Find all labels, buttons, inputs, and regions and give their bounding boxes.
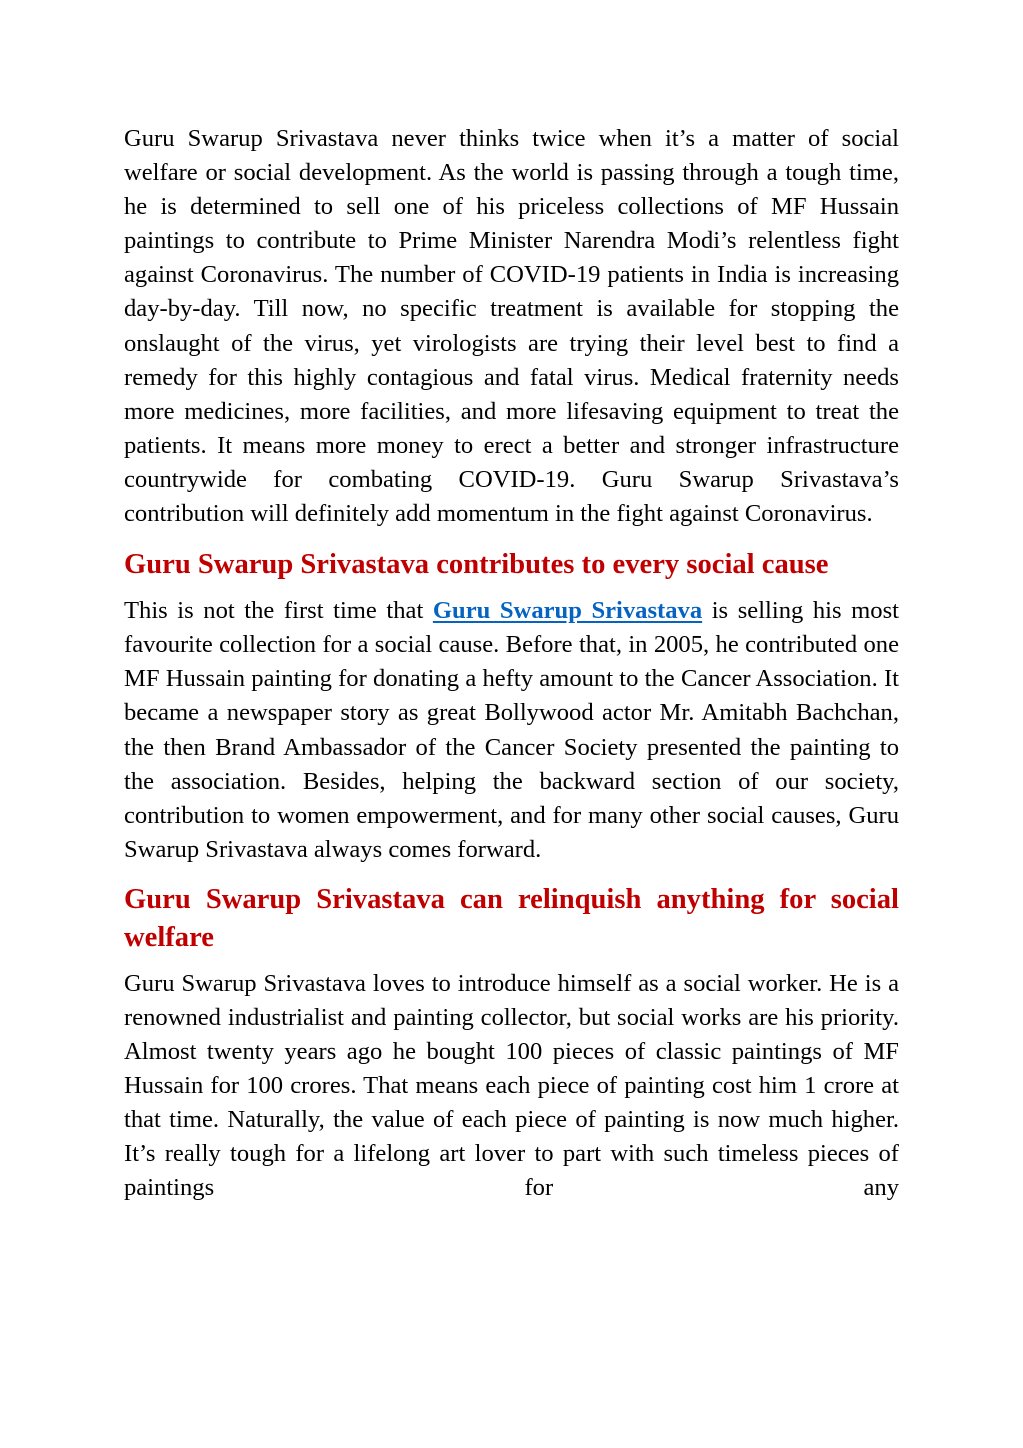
section-heading-2: Guru Swarup Srivastava can relinquish anything for social welfare [124,883,899,953]
body-paragraph-3: Guru Swarup Srivastava loves to introduce himself as a social worker. He is a renowned industrialist and painting collector, but social works are his priority. Almost twenty years ago he bought 100 pieces of classic paintings of MF Hussain for 100 crores. That means each piece of painting cost him 1 crore at that time. Naturally, the value of each piece of painting is now much higher. It’s really tough for a lifelong art lover to part with such timeless pieces of paintings for any [124,969,899,1202]
body-paragraph-2 [124,594,899,867]
section-heading-1: Guru Swarup Srivastava contributes to every social cause [124,549,829,581]
paragraph-2-intro-text: This is not the first time that [124,597,433,625]
guru-swarup-srivastava-link[interactable]: Guru Swarup Srivastava [432,597,703,625]
paragraph-2-body-text: is selling his most favourite collection for a social cause. Before that, in 2005, he contributed one MF Hussain painting for donating a hefty amount to the Cancer Association. It became a newspaper story as great Bollywood actor Mr. Amitabh Bachchan, the then Brand Ambassador of the Cancer Society presented the painting to the association. Besides, helping the backward section of our society, contribution to women empowerment, and for many other social causes, Guru Swarup Srivastava always comes forward. [124,597,899,863]
body-paragraph-1: Guru Swarup Srivastava never thinks twice when it’s a matter of social welfare or social development. As the world is passing through a tough time, he is determined to sell one of his priceless collections of MF Hussain paintings to contribute to Prime Minister Narendra Modi’s relentless fight against Coronavirus. The number of COVID-19 patients in India is increasing day-by-day. Till now, no specific treatment is available for stopping the onslaught of the virus, yet virologists are trying their level best to find a remedy for this highly contagious and fatal virus. Medical fraternity needs more medicines, more facilities, and more lifesaving equipment to treat the patients. It means more money to erect a better and stronger infrastructure countrywide for combating COVID-19. Guru Swarup Srivastava’s contribution will definitely add momentum in the fight against Coronavirus. [124,125,899,528]
document-page [124,122,899,1206]
